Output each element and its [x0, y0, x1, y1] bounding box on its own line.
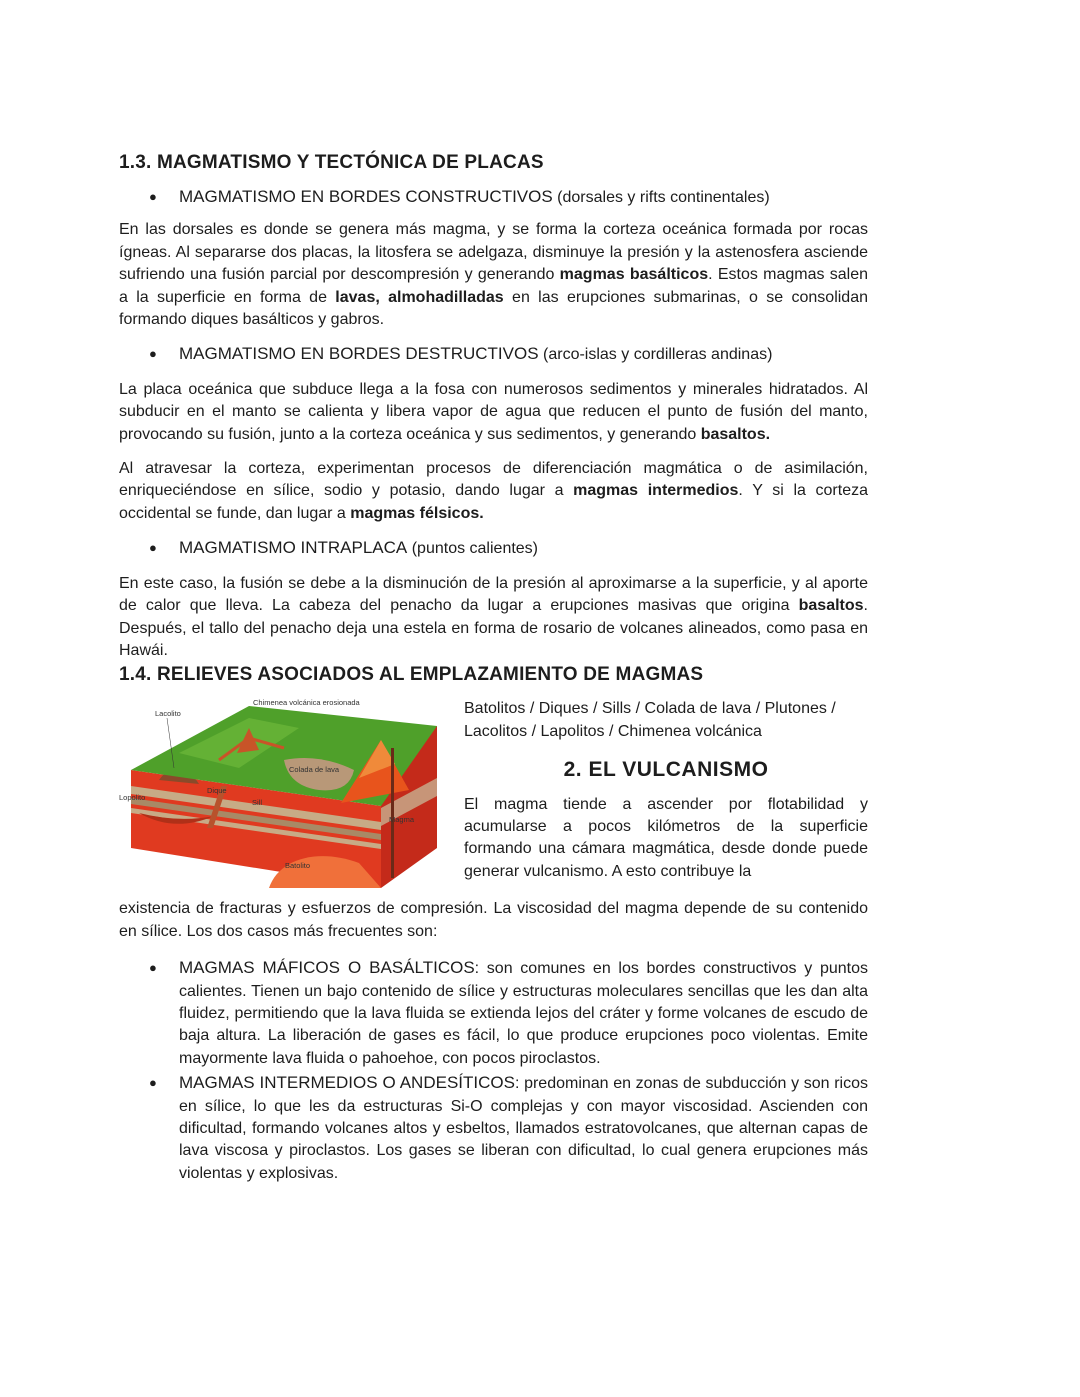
section-heading-2: 2. EL VULCANISMO	[563, 758, 769, 782]
bullet-dot-icon: ●	[149, 960, 157, 976]
bullet-title: MAGMATISMO EN BORDES CONSTRUCTIVOS	[179, 187, 553, 206]
paragraph-destructivos-1: La placa oceánica que subduce llega a la fosa con numerosos sedimentos y minerales hidratados. Al subducir en el manto se calienta y libera vapor de agua que reducen el punto de fusión del manto, provocando su fusión, junto a la corteza oceánica y sus sedimentos, y generando basaltos.	[119, 380, 868, 443]
paragraph-intraplaca: En este caso, la fusión se debe a la disminución de la presión al aproximarse a la superficie, y al aporte de calor que lleva. La cabeza del penacho da lugar a erupciones masivas que origina basaltos. Después, el tallo del penacho deja una estela en forma de rosario de volcanes alineados, como pasa en Hawái.	[119, 574, 868, 659]
bullet-title: MAGMATISMO INTRAPLACA	[179, 538, 408, 558]
magma-emplacement-diagram	[119, 698, 449, 893]
list-item-maficos: ● MAGMAS MÁFICOS O BASÁLTICOS: son comunes en los bordes constructivos y puntos calientes. Tienen un bajo contenido de sílice y estructuras moleculares sencillas que les dan alta fluidez, permitiendo que la lava fluida se extienda lejos del cráter y forme volcanes de escudo de baja altura. La liberación de gases es fácil, lo que produce erupciones poco violentas. Emite mayormente lava fluida o pahoehoe, con pocos piroclastos.	[149, 958, 868, 1067]
relieves-right-column	[464, 698, 868, 883]
list-item-intermedios: ● MAGMAS INTERMEDIOS O ANDESÍTICOS: predominan en zonas de subducción y son ricos en sílice, lo que les da estructuras Si-O complejas y con mayor viscosidad. Ascienden con dificultad, formando volcanes altos y esbeltos, llamados estratovolcanes, que alternan capas de lava viscosa y piroclastos. Los gases se liberan con dificultad, lo cual genera erupciones más violentas y explosivas.	[149, 1073, 868, 1182]
bullet-dot-icon: ●	[149, 346, 157, 362]
section-heading-1-4: 1.4. RELIEVES ASOCIADOS AL EMPLAZAMIENTO DE MAGMAS	[119, 664, 704, 686]
volcano-conduit	[391, 748, 394, 878]
label-batolito: Batolito	[285, 861, 311, 871]
bullet-subtitle: (puntos calientes)	[411, 540, 539, 558]
page-content	[119, 150, 868, 1185]
bullet-constructivos	[119, 186, 868, 209]
bullet-intraplaca	[119, 537, 868, 560]
bullet-subtitle: (arco-islas y cordilleras andinas)	[543, 346, 773, 364]
relieves-figure-block	[119, 698, 868, 898]
paragraph-constructivos: En las dorsales es donde se genera más magma, y se forma la corteza oceánica formada por rocas ígneas. Al separarse dos placas, la litosfera se adelgaza, disminuye la presión y la astenosfera asciende sufriendo una fusión parcial por descompresión y generando magmas basálticos. Estos magmas salen a la superficie en forma de lavas, almohadilladas en las erupciones submarinas, o se consolidan formando diques basálticos y gabros.	[119, 221, 869, 329]
label-sill: Sill	[252, 798, 263, 808]
label-magma: Magma	[389, 815, 415, 825]
label-chimenea: Chimenea volcánica erosionada	[253, 698, 360, 708]
bullet-dot-icon: ●	[149, 1075, 157, 1091]
label-lopolito: Lopolito	[119, 793, 146, 803]
paragraph-destructivos-2: Al atravesar la corteza, experimentan procesos de diferenciación magmática o de asimilación, enriqueciéndose en sílice, sodio y potasio, dando lugar a magmas intermedios. Y si la corteza occidental se funde, dan lugar a magmas félsicos.	[119, 460, 869, 522]
bullet-dot-icon: ●	[149, 189, 157, 204]
bullet-subtitle: (dorsales y rifts continentales)	[557, 189, 770, 206]
label-colada: Colada de lava	[289, 765, 340, 775]
bullet-dot-icon: ●	[149, 540, 157, 556]
label-lacolito: Lacolito	[155, 709, 181, 719]
section-heading-1-3: 1.3. MAGMATISMO Y TECTÓNICA DE PLACAS	[119, 152, 544, 173]
relieves-list: Batolitos / Diques / Sills / Colada de lava / Plutones / Lacolitos / Lapolitos / Chimenea volcánica	[464, 700, 836, 740]
label-dique: Dique	[207, 786, 227, 796]
vulcanismo-intro-continued: existencia de fracturas y esfuerzos de compresión. La viscosidad del magma depende de su contenido en sílice. Los dos casos más frecuentes son:	[119, 900, 868, 940]
bullet-destructivos	[119, 343, 868, 366]
vulcanismo-intro-wrapped: El magma tiende a ascender por flotabilidad y acumularse a pocos kilómetros de la superficie formando una cámara magmática, desde donde puede generar vulcanismo. A esto contribuye la	[464, 795, 868, 880]
magma-types-list	[119, 957, 868, 1185]
bullet-title: MAGMATISMO EN BORDES DESTRUCTIVOS	[179, 344, 539, 364]
